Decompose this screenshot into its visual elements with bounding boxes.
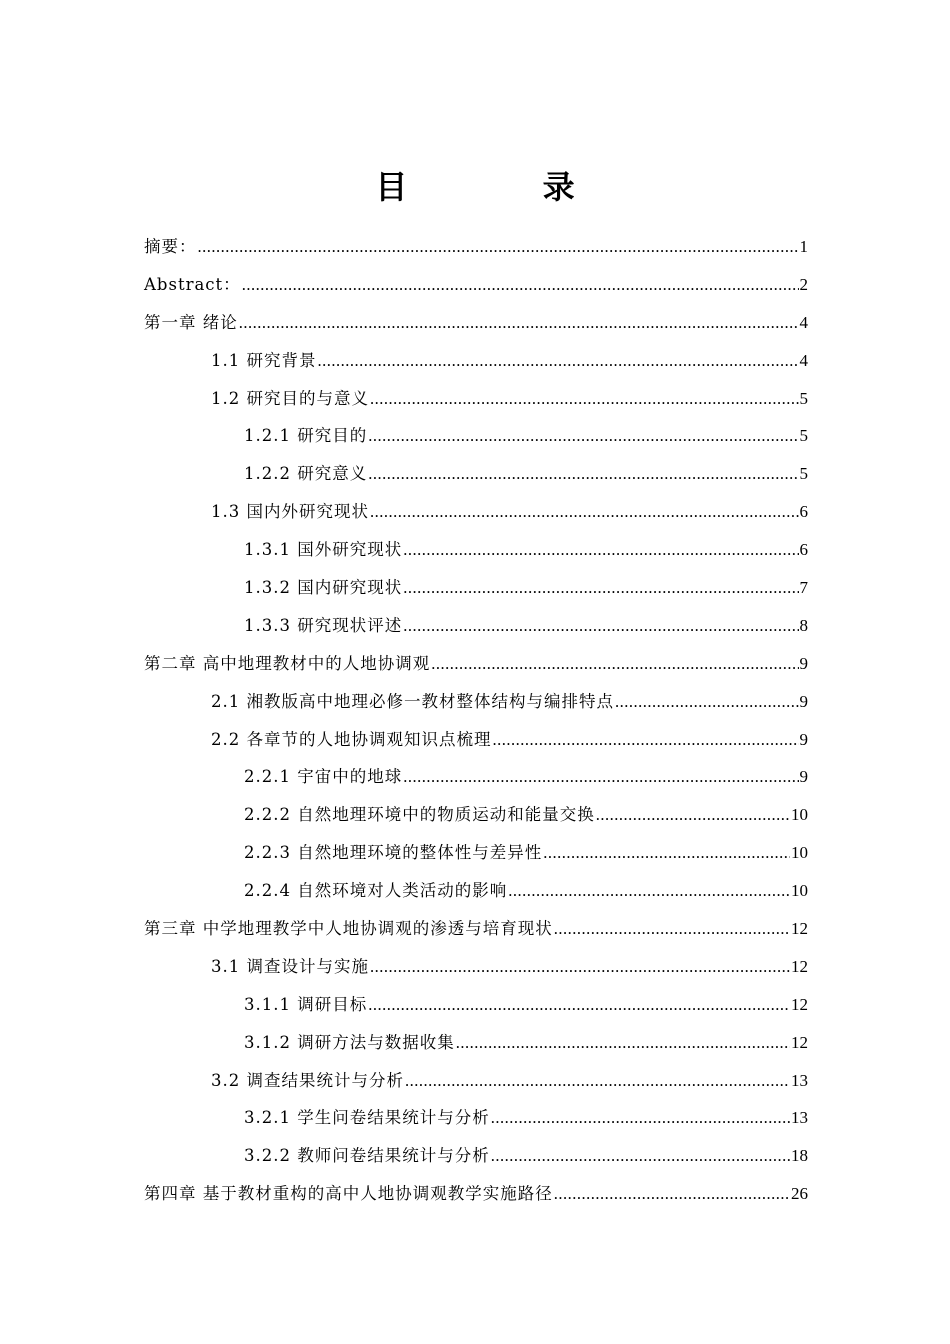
toc-entry-page-number: 13 bbox=[791, 1108, 808, 1128]
toc-entry-label: 3.2.2 教师问卷结果统计与分析 bbox=[244, 1146, 490, 1166]
toc-entry-label: 1.3.2 国内研究现状 bbox=[244, 578, 403, 598]
toc-entry-label: 2.2.1 宇宙中的地球 bbox=[244, 767, 403, 787]
toc-entry-label: 2.1 湘教版高中地理必修一教材整体结构与编排特点 bbox=[211, 691, 614, 711]
toc-leader-dots bbox=[491, 1099, 790, 1137]
toc-entry-page-number: 5 bbox=[799, 426, 808, 446]
toc-entry-label: Abstract： bbox=[144, 274, 241, 294]
toc-entry-page-number: 5 bbox=[799, 464, 808, 484]
toc-leader-dots bbox=[368, 417, 798, 455]
toc-entry-label: 3.1.2 调研方法与数据收集 bbox=[244, 1032, 455, 1052]
toc-entry-page-number: 10 bbox=[791, 805, 808, 825]
toc-entry-label: 2.2.4 自然环境对人类活动的影响 bbox=[244, 881, 508, 901]
toc-entry-page-number: 4 bbox=[799, 350, 808, 370]
toc-leader-dots bbox=[431, 645, 798, 683]
toc-entry-page-number: 9 bbox=[799, 729, 808, 749]
toc-entry-label: 第三章 中学地理教学中人地协调观的渗透与培育现状 bbox=[144, 919, 553, 939]
toc-leader-dots bbox=[543, 834, 790, 872]
toc-entry[interactable] bbox=[144, 1137, 808, 1175]
toc-entry-page-number: 9 bbox=[799, 767, 808, 787]
toc-leader-dots bbox=[403, 531, 798, 569]
toc-leader-dots bbox=[403, 569, 798, 607]
toc-entry[interactable] bbox=[144, 721, 808, 759]
toc-leader-dots bbox=[554, 1175, 790, 1213]
toc-entry[interactable] bbox=[144, 986, 808, 1024]
toc-entry-label: 1.3.1 国外研究现状 bbox=[244, 540, 403, 560]
toc-leader-dots bbox=[596, 796, 790, 834]
toc-entry[interactable] bbox=[144, 948, 808, 986]
toc-entry-label: 3.1 调查设计与实施 bbox=[211, 956, 369, 976]
toc-entry-label: 3.1.1 调研目标 bbox=[244, 994, 368, 1014]
toc-entry[interactable] bbox=[144, 834, 808, 872]
toc-entry-page-number: 12 bbox=[791, 994, 808, 1014]
toc-entry-page-number: 6 bbox=[799, 540, 808, 560]
toc-leader-dots bbox=[198, 228, 799, 266]
toc-entry[interactable] bbox=[144, 645, 808, 683]
toc-entry-label: 摘要： bbox=[144, 237, 197, 256]
toc-entry-page-number: 12 bbox=[791, 1032, 808, 1052]
toc-entry-page-number: 9 bbox=[799, 653, 808, 673]
toc-leader-dots bbox=[554, 910, 790, 948]
toc-entry-label: 1.3 国内外研究现状 bbox=[211, 502, 369, 522]
toc-entry-label: 1.1 研究背景 bbox=[211, 350, 317, 370]
toc-entry[interactable] bbox=[144, 1062, 808, 1100]
toc-entry-label: 2.2 各章节的人地协调观知识点梳理 bbox=[211, 729, 492, 749]
toc-leader-dots bbox=[242, 266, 799, 304]
toc-entry[interactable] bbox=[144, 1099, 808, 1137]
toc-list bbox=[144, 228, 808, 1213]
toc-entry[interactable] bbox=[144, 683, 808, 721]
toc-entry[interactable] bbox=[144, 304, 808, 342]
toc-leader-dots bbox=[491, 1137, 790, 1175]
toc-entry-label: 2.2.2 自然地理环境中的物质运动和能量交换 bbox=[244, 805, 595, 825]
toc-entry-page-number: 2 bbox=[799, 274, 808, 294]
toc-entry[interactable] bbox=[144, 228, 808, 266]
toc-entry[interactable] bbox=[144, 1024, 808, 1062]
toc-entry[interactable] bbox=[144, 758, 808, 796]
toc-entry[interactable] bbox=[144, 569, 808, 607]
toc-entry[interactable] bbox=[144, 455, 808, 493]
toc-entry-page-number: 8 bbox=[799, 615, 808, 635]
toc-leader-dots bbox=[370, 380, 799, 418]
toc-entry[interactable] bbox=[144, 531, 808, 569]
toc-leader-dots bbox=[370, 948, 790, 986]
toc-entry-label: 1.2.2 研究意义 bbox=[244, 464, 368, 484]
toc-leader-dots bbox=[403, 758, 798, 796]
toc-entry-label: 1.3.3 研究现状评述 bbox=[244, 615, 403, 635]
toc-entry[interactable] bbox=[144, 1175, 808, 1213]
toc-entry-page-number: 6 bbox=[799, 502, 808, 522]
toc-entry[interactable] bbox=[144, 417, 808, 455]
toc-entry[interactable] bbox=[144, 910, 808, 948]
toc-leader-dots bbox=[405, 1062, 790, 1100]
toc-entry-label: 第一章 绪论 bbox=[144, 312, 238, 332]
toc-entry-label: 3.2.1 学生问卷结果统计与分析 bbox=[244, 1108, 490, 1128]
toc-entry-page-number: 12 bbox=[791, 956, 808, 976]
toc-leader-dots bbox=[508, 872, 790, 910]
toc-leader-dots bbox=[615, 683, 799, 721]
toc-leader-dots bbox=[456, 1024, 790, 1062]
toc-leader-dots bbox=[370, 493, 799, 531]
toc-entry-label: 1.2.1 研究目的 bbox=[244, 426, 368, 446]
toc-entry-label: 第二章 高中地理教材中的人地协调观 bbox=[144, 653, 431, 673]
toc-entry-page-number: 9 bbox=[799, 691, 808, 711]
toc-entry-page-number: 18 bbox=[791, 1146, 808, 1166]
toc-entry[interactable] bbox=[144, 607, 808, 645]
toc-entry-page-number: 7 bbox=[799, 578, 808, 598]
toc-entry[interactable] bbox=[144, 266, 808, 304]
toc-leader-dots bbox=[368, 986, 790, 1024]
toc-leader-dots bbox=[368, 455, 798, 493]
toc-entry-label: 2.2.3 自然地理环境的整体性与差异性 bbox=[244, 843, 543, 863]
toc-entry-label: 3.2 调查结果统计与分析 bbox=[211, 1070, 404, 1090]
toc-entry-page-number: 13 bbox=[791, 1070, 808, 1090]
toc-entry[interactable] bbox=[144, 872, 808, 910]
toc-leader-dots bbox=[403, 607, 798, 645]
toc-entry-label: 1.2 研究目的与意义 bbox=[211, 388, 369, 408]
toc-entry-page-number: 26 bbox=[791, 1184, 808, 1204]
toc-leader-dots bbox=[239, 304, 799, 342]
toc-entry-page-number: 4 bbox=[799, 312, 808, 332]
toc-entry-page-number: 5 bbox=[799, 388, 808, 408]
toc-entry[interactable] bbox=[144, 380, 808, 418]
toc-entry-page-number: 12 bbox=[791, 919, 808, 939]
toc-leader-dots bbox=[493, 721, 799, 759]
toc-entry[interactable] bbox=[144, 493, 808, 531]
toc-entry[interactable] bbox=[144, 342, 808, 380]
toc-entry[interactable] bbox=[144, 796, 808, 834]
toc-entry-page-number: 1 bbox=[799, 237, 808, 256]
toc-title: 目 录 bbox=[375, 168, 637, 206]
toc-entry-label: 第四章 基于教材重构的高中人地协调观教学实施路径 bbox=[144, 1184, 553, 1204]
toc-entry-page-number: 10 bbox=[791, 843, 808, 863]
toc-entry-page-number: 10 bbox=[791, 881, 808, 901]
toc-leader-dots bbox=[318, 342, 799, 380]
